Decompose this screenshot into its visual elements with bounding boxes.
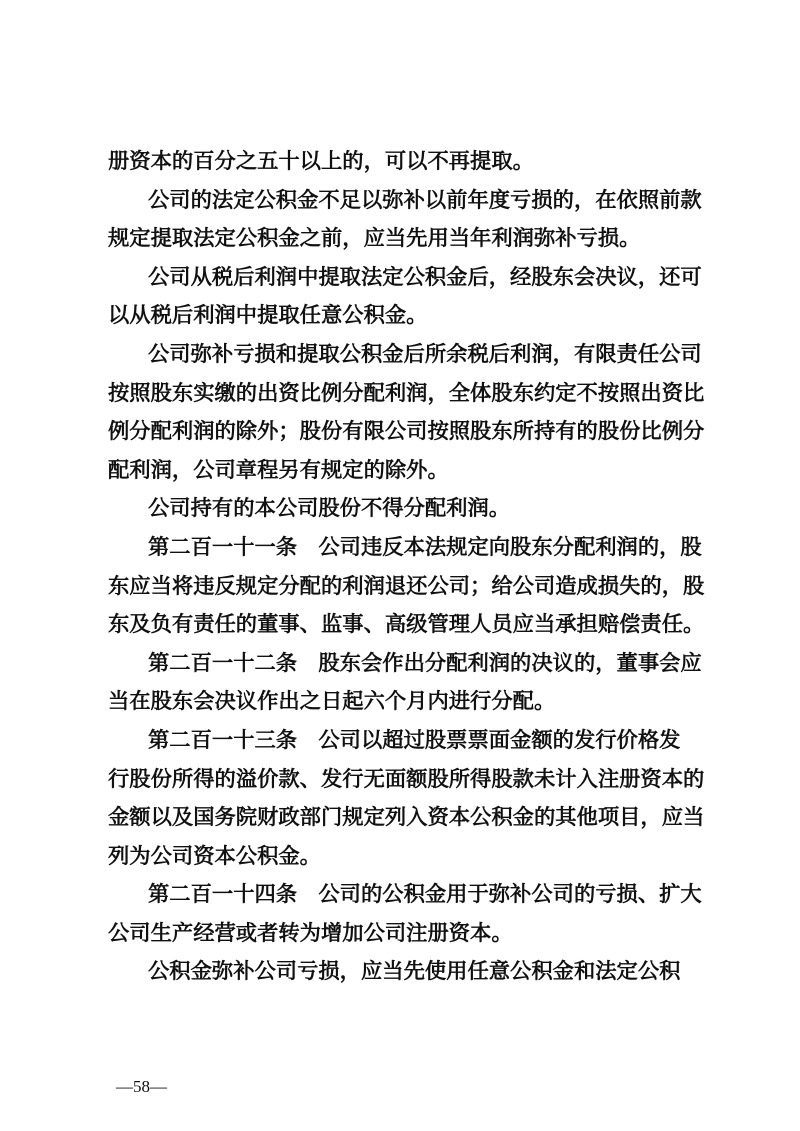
text-line: 册资本的百分之五十以上的，可以不再提取。 xyxy=(108,149,534,174)
text-line: 规定提取法定公积金之前，应当先用当年利润弥补亏损。 xyxy=(108,226,641,252)
text-line: 当在股东会决议作出之日起六个月内进行分配。 xyxy=(108,689,556,715)
text-line: 以从税后利润中提取任意公积金。 xyxy=(108,303,428,329)
text-line: 东应当将违反规定分配的利润退还公司；给公司造成损失的，股 xyxy=(108,573,705,599)
text-line: 按照股东实缴的出资比例分配利润，全体股东约定不按照出资比 xyxy=(108,380,705,406)
text-line: 公司的法定公积金不足以弥补以前年度亏损的，在依照前款 xyxy=(148,187,702,213)
page-number: —58— xyxy=(116,1077,167,1096)
text-line: 配利润，公司章程另有规定的除外。 xyxy=(108,457,449,483)
text-line: 例分配利润的除外；股份有限公司按照股东所持有的股份比例分 xyxy=(108,419,705,445)
text-line: 列为公司资本公积金。 xyxy=(108,843,321,869)
article-211-heading-line: 第二百一十一条 公司违反本法规定向股东分配利润的，股 xyxy=(148,534,702,560)
text-line: 公司弥补亏损和提取公积金后所余税后利润，有限责任公司 xyxy=(148,341,702,367)
text-line: 公积金弥补公司亏损，应当先使用任意公积金和法定公积 xyxy=(148,959,681,985)
text-line: 公司生产经营或者转为增加公司注册资本。 xyxy=(108,920,513,946)
text-line: 东及负有责任的董事、监事、高级管理人员应当承担赔偿责任。 xyxy=(108,612,705,638)
text-line: 公司从税后利润中提取法定公积金后，经股东会决议，还可 xyxy=(148,264,702,290)
article-214-heading-line: 第二百一十四条 公司的公积金用于弥补公司的亏损、扩大 xyxy=(148,882,702,908)
text-line: 金额以及国务院财政部门规定列入资本公积金的其他项目，应当 xyxy=(108,805,705,831)
text-line: 行股份所得的溢价款、发行无面额股所得股款未计入注册资本的 xyxy=(108,766,705,792)
text-line: 公司持有的本公司股份不得分配利润。 xyxy=(148,496,511,522)
document-body xyxy=(108,143,708,992)
article-212-heading-line: 第二百一十二条 股东会作出分配利润的决议的，董事会应 xyxy=(148,650,702,676)
article-213-heading-line: 第二百一十三条 公司以超过股票票面金额的发行价格发 xyxy=(148,727,681,753)
